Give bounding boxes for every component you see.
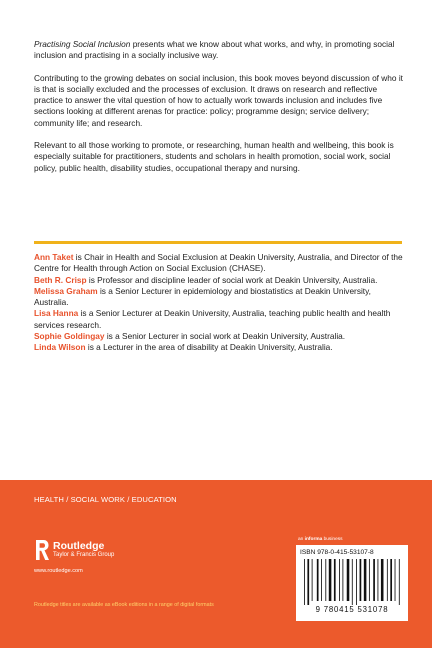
author-bio-text: is a Senior Lecturer at Deakin University, Australia, teaching public health and health services research.	[34, 308, 391, 330]
book-title: Practising Social Inclusion	[34, 39, 131, 49]
isbn-label: ISBN 978-0-415-53107-8	[300, 549, 374, 556]
author-bios	[34, 252, 406, 354]
description-paragraph-3: Relevant to all those working to promote, or researching, human health and wellbeing, this book is especially suitable for practitioners, students and scholars in health promotion, social work, social policy, public health, disability studies, occupational therapy and nursing.	[34, 140, 394, 173]
description-paragraph-1	[34, 39, 406, 62]
author-name: Linda Wilson	[34, 342, 86, 353]
barcode-bar	[356, 559, 357, 605]
barcode-bar	[342, 559, 343, 601]
back-cover-footer	[0, 480, 432, 648]
barcode-bar	[381, 559, 384, 601]
barcode-bar	[360, 559, 362, 601]
informa-brand: informa	[304, 537, 323, 542]
description-paragraph-2: Contributing to the growing debates on social inclusion, this book moves beyond discussion of who it is that is socially excluded and the processes of exclusion. It draws on research and reflective practice to answer the vital question of how to actually work towards inclusion and includes five sections looking at different arenas for practice: policy; programme design; service delivery; community life; and research.	[34, 72, 403, 128]
author-name: Beth R. Crisp	[34, 274, 87, 285]
author-name: Melissa Graham	[34, 285, 98, 296]
barcode-bar	[307, 559, 309, 605]
author-bio-text: is a Lecturer in the area of disability at Deakin University, Australia.	[85, 342, 333, 353]
barcode-bar	[347, 559, 350, 601]
informa-suffix: business	[322, 537, 343, 542]
author-bio-text: is a Senior Lecturer in social work at Deakin University, Australia.	[104, 331, 346, 342]
section-divider	[34, 241, 402, 244]
barcode-bar	[390, 559, 392, 601]
informa-tagline	[298, 537, 343, 542]
barcode-bar	[304, 559, 305, 605]
subject-categories: HEALTH / SOCIAL WORK / EDUCATION	[34, 495, 177, 504]
author-bio-text: is a Senior Lecturer in epidemiology and biostatistics at Deakin University, Australia.	[34, 285, 371, 308]
author-bio-text: is Professor and discipline leader of social work at Deakin University, Australia.	[86, 274, 378, 285]
barcode-number: 9 780415 531078	[315, 605, 389, 614]
author-bio	[34, 275, 406, 286]
barcode-bar	[339, 559, 340, 601]
author-bio	[34, 331, 406, 342]
barcode-bar	[378, 559, 379, 601]
barcode-bar	[317, 559, 319, 601]
publisher-url[interactable]: www.routledge.com	[34, 568, 83, 574]
barcode-panel	[296, 545, 408, 621]
description-text-1: presents what we know about what works, and why, in promoting social inclusion and practising in a socially inclusive way.	[34, 39, 395, 61]
ebook-note: Routledge titles are available as eBook editions in a range of digital formats	[34, 602, 214, 608]
barcode-bar	[325, 559, 326, 601]
publisher-name: Routledge	[53, 540, 105, 552]
author-bio-text: is Chair in Health and Social Exclusion at Deakin University, Australia, and Director of the Centre for Health through Action on Social Exclusion (CHASE).	[34, 252, 403, 274]
barcode-bar	[369, 559, 370, 601]
author-bio	[34, 308, 406, 331]
author-name: Sophie Goldingay	[34, 331, 105, 342]
publisher-logo	[34, 539, 174, 579]
barcode-bar	[399, 559, 400, 605]
barcode-bar	[352, 559, 353, 605]
author-name: Lisa Hanna	[34, 308, 79, 319]
informa-prefix: an	[298, 537, 305, 542]
book-description	[34, 39, 406, 185]
author-bio	[34, 252, 406, 275]
barcode-icon	[304, 559, 404, 605]
barcode-bar	[334, 559, 336, 601]
routledge-r-logo-icon	[34, 539, 50, 561]
barcode-bar	[329, 559, 332, 601]
barcode-bar	[312, 559, 313, 601]
barcode-bar	[364, 559, 367, 601]
publisher-group: Taylor & Francis Group	[53, 552, 115, 558]
barcode-bar	[321, 559, 322, 601]
barcode-bar	[395, 559, 396, 601]
barcode-bar	[373, 559, 375, 601]
author-bio	[34, 342, 406, 353]
author-name: Ann Taket	[34, 252, 74, 262]
barcode-bar	[387, 559, 388, 601]
author-bio	[34, 286, 406, 309]
